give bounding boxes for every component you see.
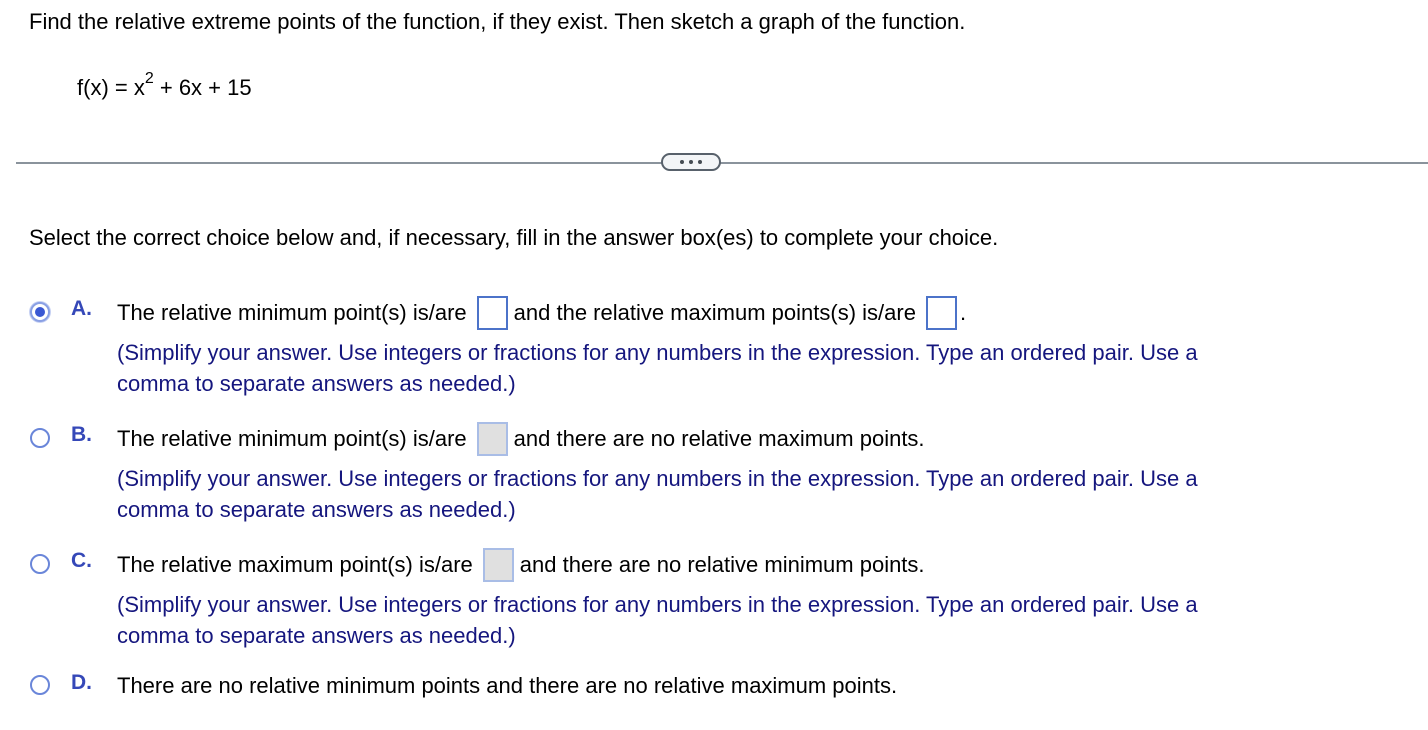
choice-letter: A.	[71, 297, 92, 320]
choice-letter: D.	[71, 671, 92, 694]
choice-b-statement	[117, 422, 925, 456]
function-lhs: f(x) = x	[77, 75, 145, 100]
radio-choice-a[interactable]	[30, 302, 50, 322]
instruction-text: Select the correct choice below and, if necessary, fill in the answer box(es) to complete your choice.	[29, 225, 999, 250]
radio-choice-b[interactable]	[30, 428, 50, 448]
choice-d-statement	[117, 669, 897, 703]
choice-letter: B.	[71, 423, 92, 446]
radio-choice-c[interactable]	[30, 554, 50, 574]
choice-a-statement	[117, 296, 966, 330]
hint-line: comma to separate answers as needed.)	[117, 623, 516, 648]
choice-text: and the relative maximum points(s) is/are	[513, 300, 916, 325]
radio-choice-d[interactable]	[30, 675, 50, 695]
hint-line: comma to separate answers as needed.)	[117, 497, 516, 522]
choice-text: The relative maximum point(s) is/are	[117, 552, 473, 577]
function-exponent: 2	[144, 69, 154, 87]
period: .	[959, 300, 967, 325]
hint-line: (Simplify your answer. Use integers or fractions for any numbers in the expression. Type an ordered pair. Use a	[117, 340, 1198, 365]
choice-text: and there are no relative maximum points.	[513, 426, 925, 451]
choice-b-hint	[117, 463, 1198, 525]
answer-box-max[interactable]	[483, 548, 514, 582]
choice-a-hint	[117, 337, 1198, 399]
hint-line: (Simplify your answer. Use integers or fractions for any numbers in the expression. Type an ordered pair. Use a	[117, 466, 1198, 491]
answer-box-max[interactable]	[926, 296, 957, 330]
question-title: Find the relative extreme points of the function, if they exist. Then sketch a graph of the function.	[29, 9, 966, 34]
choice-letter: C.	[71, 549, 92, 572]
ellipsis-icon-dot	[689, 160, 693, 164]
choice-c-statement	[117, 548, 925, 582]
function-rhs: + 6x + 15	[153, 75, 252, 100]
choice-c-hint	[117, 589, 1198, 651]
hint-line: (Simplify your answer. Use integers or fractions for any numbers in the expression. Type an ordered pair. Use a	[117, 592, 1198, 617]
ellipsis-icon	[680, 160, 684, 164]
choice-text: The relative minimum point(s) is/are	[117, 426, 467, 451]
choice-text: There are no relative minimum points and there are no relative maximum points.	[117, 673, 898, 698]
expand-more-button[interactable]	[661, 153, 721, 171]
answer-box-min[interactable]	[477, 422, 508, 456]
choice-text: The relative minimum point(s) is/are	[117, 300, 467, 325]
ellipsis-icon-dot	[698, 160, 702, 164]
choice-text: and there are no relative minimum points.	[519, 552, 925, 577]
function-expression	[77, 69, 252, 101]
answer-box-min[interactable]	[477, 296, 508, 330]
section-divider	[16, 162, 1428, 164]
hint-line: comma to separate answers as needed.)	[117, 371, 516, 396]
